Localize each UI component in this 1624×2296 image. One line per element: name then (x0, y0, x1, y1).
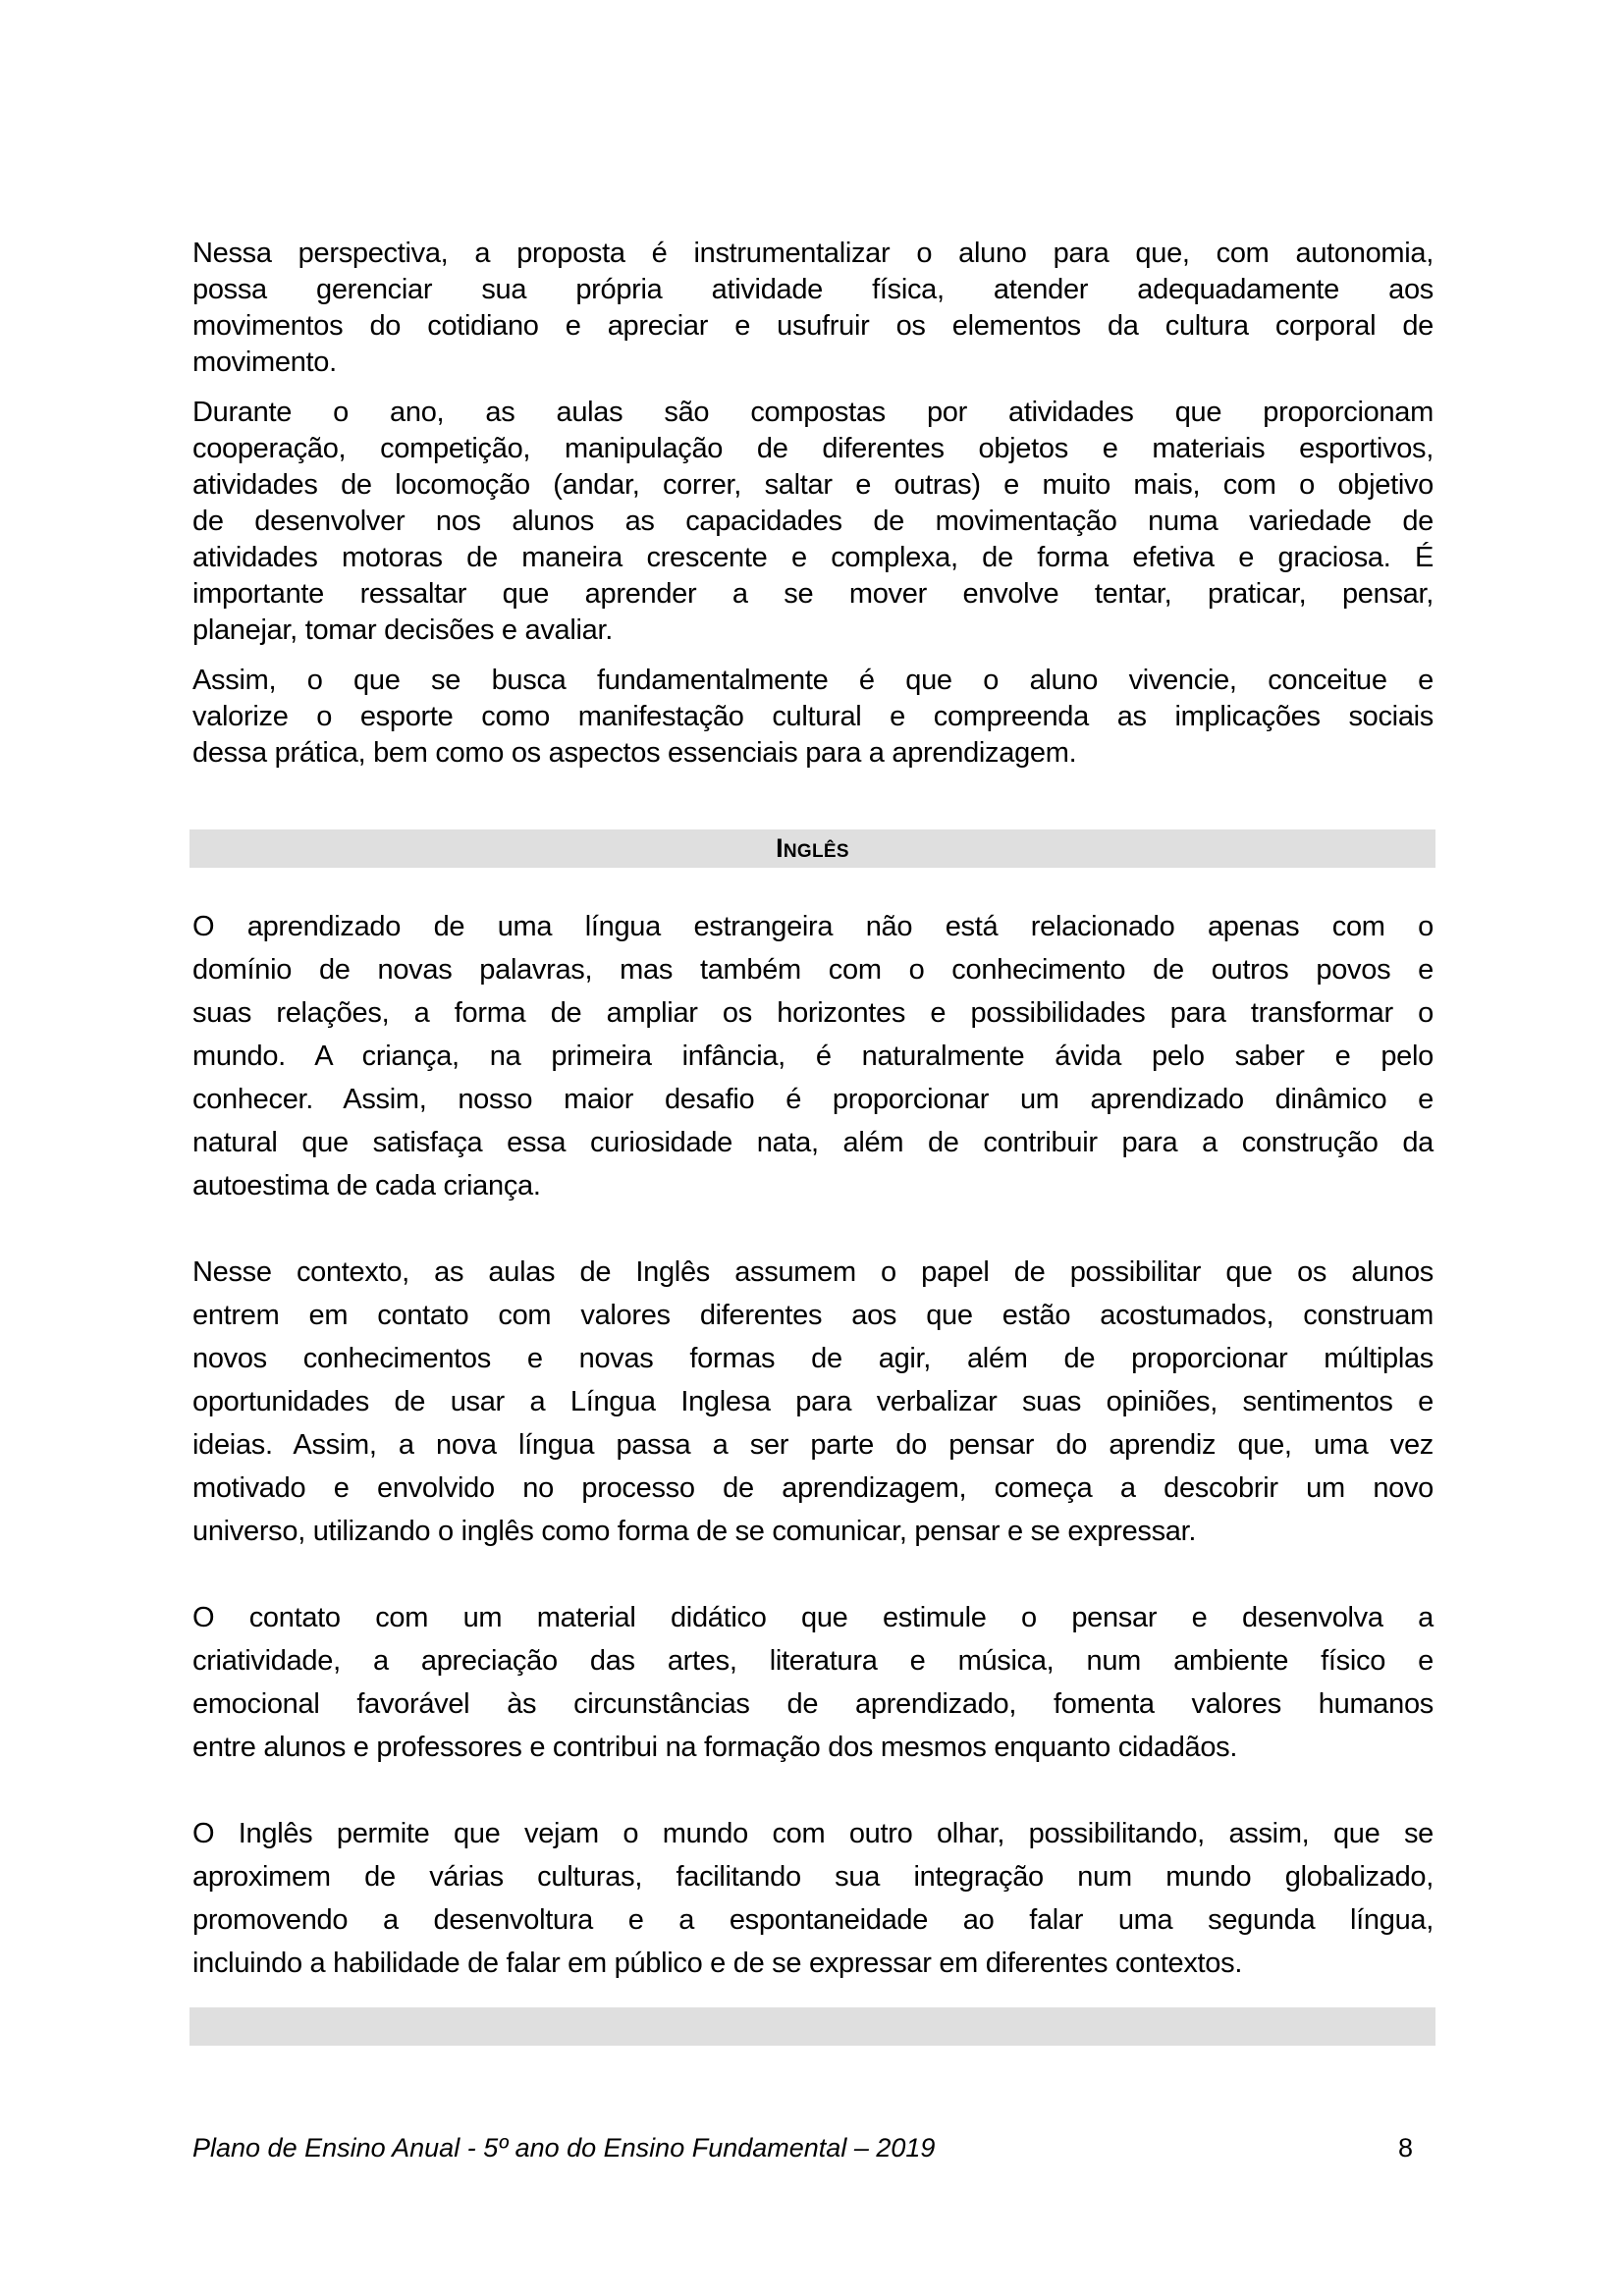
page-footer: Plano de Ensino Anual - 5º ano do Ensino Fundamental – 2019 (192, 2133, 936, 2163)
paragraph (192, 663, 1434, 772)
section-heading-bar (189, 829, 1435, 868)
section-ingles (192, 905, 1434, 1985)
text-line: planejar, tomar decisões e avaliar. (192, 614, 613, 646)
text-line: Durante o ano, as aulas são compostas por atividades que proporcionam (192, 397, 1434, 428)
text-line: movimento. (192, 347, 337, 378)
page-number: 8 (1398, 2133, 1414, 2163)
text-line: importante ressaltar que aprender a se mover envolve tentar, praticar, pensar, (192, 578, 1434, 610)
text-line: motivado e envolvido no processo de aprendizagem, começa a descobrir um novo (192, 1472, 1434, 1504)
paragraph (192, 236, 1434, 381)
text-line: valorize o esporte como manifestação cultural e compreenda as implicações sociais (192, 701, 1434, 732)
text-line: Nesse contexto, as aulas de Inglês assumem o papel de possibilitar que os alunos (192, 1256, 1434, 1288)
section-divider-bar (189, 2007, 1435, 2046)
text-line: aproximem de várias culturas, facilitando sua integração num mundo globalizado, (192, 1861, 1434, 1893)
text-line: atividades motoras de maneira crescente e complexa, de forma efetiva e graciosa. É (192, 542, 1434, 573)
text-line: incluindo a habilidade de falar em público e de se expressar em diferentes contextos. (192, 1948, 1243, 1979)
text-line: universo, utilizando o inglês como forma de se comunicar, pensar e se expressar. (192, 1516, 1197, 1547)
text-line: ideias. Assim, a nova língua passa a ser parte do pensar do aprendiz que, uma vez (192, 1429, 1434, 1461)
paragraph (192, 1596, 1434, 1769)
text-line: oportunidades de usar a Língua Inglesa para verbalizar suas opiniões, sentimentos e (192, 1386, 1434, 1417)
text-line: criatividade, a apreciação das artes, literatura e música, num ambiente físico e (192, 1645, 1434, 1677)
text-line: Assim, o que se busca fundamentalmente é que o aluno vivencie, conceitue e (192, 665, 1434, 696)
text-line: autoestima de cada criança. (192, 1170, 541, 1201)
paragraph (192, 1812, 1434, 1985)
text-line: movimentos do cotidiano e apreciar e usufruir os elementos da cultura corporal de (192, 310, 1434, 342)
paragraph (192, 1251, 1434, 1553)
text-line: atividades de locomoção (andar, correr, saltar e outras) e muito mais, com o objetivo (192, 469, 1434, 501)
text-line: natural que satisfaça essa curiosidade nata, além de contribuir para a construção da (192, 1127, 1434, 1158)
text-line: mundo. A criança, na primeira infância, é naturalmente ávida pelo saber e pelo (192, 1041, 1434, 1072)
text-line: O Inglês permite que vejam o mundo com outro olhar, possibilitando, assim, que se (192, 1818, 1434, 1849)
text-line: novos conhecimentos e novas formas de agir, além de proporcionar múltiplas (192, 1343, 1434, 1374)
text-line: Nessa perspectiva, a proposta é instrumentalizar o aluno para que, com autonomia, (192, 238, 1434, 269)
text-line: O aprendizado de uma língua estrangeira não está relacionado apenas com o (192, 911, 1434, 942)
text-line: suas relações, a forma de ampliar os horizontes e possibilidades para transformar o (192, 997, 1434, 1029)
text-line: entre alunos e professores e contribui na formação dos mesmos enquanto cidadãos. (192, 1732, 1238, 1763)
text-line: cooperação, competição, manipulação de diferentes objetos e materiais esportivos, (192, 433, 1434, 464)
text-line: promovendo a desenvoltura e a espontaneidade ao falar uma segunda língua, (192, 1904, 1434, 1936)
text-line: conhecer. Assim, nosso maior desafio é proporcionar um aprendizado dinâmico e (192, 1084, 1434, 1115)
paragraph (192, 905, 1434, 1207)
text-line: possa gerenciar sua própria atividade física, atender adequadamente aos (192, 274, 1434, 305)
paragraph (192, 395, 1434, 649)
text-line: entrem em contato com valores diferentes aos que estão acostumados, construam (192, 1300, 1434, 1331)
text-line: O contato com um material didático que estimule o pensar e desenvolva a (192, 1602, 1434, 1633)
section-heading: Inglês (776, 833, 849, 863)
text-line: emocional favorável às circunstâncias de aprendizado, fomenta valores humanos (192, 1688, 1434, 1720)
section-physical-education (192, 236, 1434, 772)
text-line: domínio de novas palavras, mas também com o conhecimento de outros povos e (192, 954, 1434, 986)
text-line: dessa prática, bem como os aspectos essenciais para a aprendizagem. (192, 737, 1077, 769)
text-line: de desenvolver nos alunos as capacidades de movimentação numa variedade de (192, 506, 1434, 537)
